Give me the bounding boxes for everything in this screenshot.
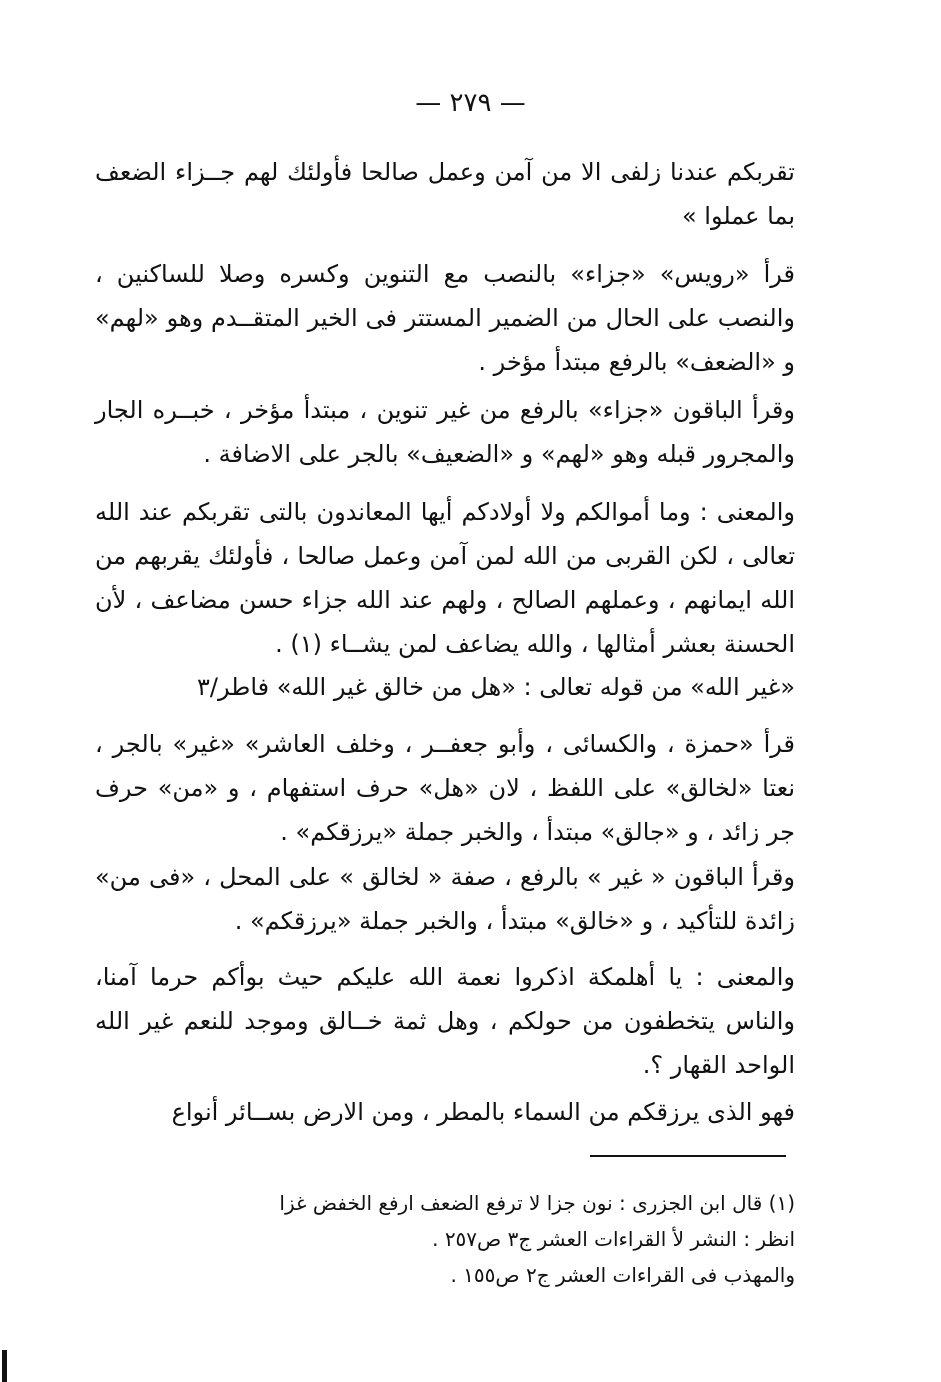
paragraph-7: وقرأ الباقون « غير » بالرفع ، صفة « لخالق » على المحل ، «فى من» زائدة للتأكيد ، و «خالق» مبتدأ ، والخبر جملة «يرزقكم» . (95, 863, 795, 935)
paragraph-8: والمعنى : يا أهلمكة اذكروا نعمة الله عليكم حيث بوأكم حرما آمنا، والناس يتخطفون من حولكم ، وهل ثمة خــالق وموجد للنعم غير الله الواحد القهار ؟. (95, 963, 795, 1079)
paragraph-6: قرأ «حمزة ، والكسائى ، وأبو جعفــر ، وخلف العاشر» «غير» بالجر ، نعتا «لخالق» على اللفظ ، لان «هل» حرف استفهام ، و «من» حرف جر زائد ، و «جالق» مبتدأ ، والخبر جملة «يرزقكم» . (95, 730, 795, 846)
paragraph-4: والمعنى : وما أموالكم ولا أولادكم أيها المعاندون بالتى تقربكم عند الله تعالى ، لكن القربى من الله لمن آمن وعمل صالحا ، فأولئك يقربهم من الله ايمانهم ، وعملهم الصالح ، ولهم عند الله جزاء حسن مضاعف ، لأن الحسنة بعشر أمثالها ، والله يضاعف لمن يشــاء (١) . (95, 498, 795, 658)
footnote-line-2: انظر : النشر لأ القراءات العشر ج٣ ص٢٥٧ . (432, 1227, 795, 1251)
footnote-line-3: والمهذب فى القراءات العشر ج٢ ص١٥٥ . (450, 1263, 795, 1287)
paragraph-9: فهو الذى يرزقكم من السماء بالمطر ، ومن الارض بســائر أنواع (171, 1098, 795, 1126)
footnotes (120, 1185, 795, 1293)
paragraph-3: وقرأ الباقون «جزاء» بالرفع من غير تنوين ، مبتدأ مؤخر ، خبــره الجار والمجرور قبله وهو «لهم» و «الضعيف» بالجر على الاضافة . (95, 396, 795, 468)
paragraph-2: قرأ «رويس» «جزاء» بالنصب مع التنوين وكسره وصلا للساكنين ، والنصب على الحال من الضمير المستتر فى الخير المتقــدم وهو «لهم» و «الضعف» بالرفع مبتدأ مؤخر . (95, 260, 795, 376)
page-number: — ٢٧٩ — (415, 88, 526, 118)
scan-edge-mark (2, 1350, 7, 1382)
footnote-separator (590, 1155, 786, 1157)
footnote-line-1: (١) قال ابن الجزرى : نون جزا لا ترفع الضعف ارفع الخفض غزا (279, 1191, 795, 1215)
paragraph-5: «غير الله» من قوله تعالى : «هل من خالق غير الله» فاطر/٣ (197, 673, 795, 701)
paragraph-1: تقربكم عندنا زلفى الا من آمن وعمل صالحا فأولئك لهم جــزاء الضعف بما عملوا » (95, 158, 795, 230)
